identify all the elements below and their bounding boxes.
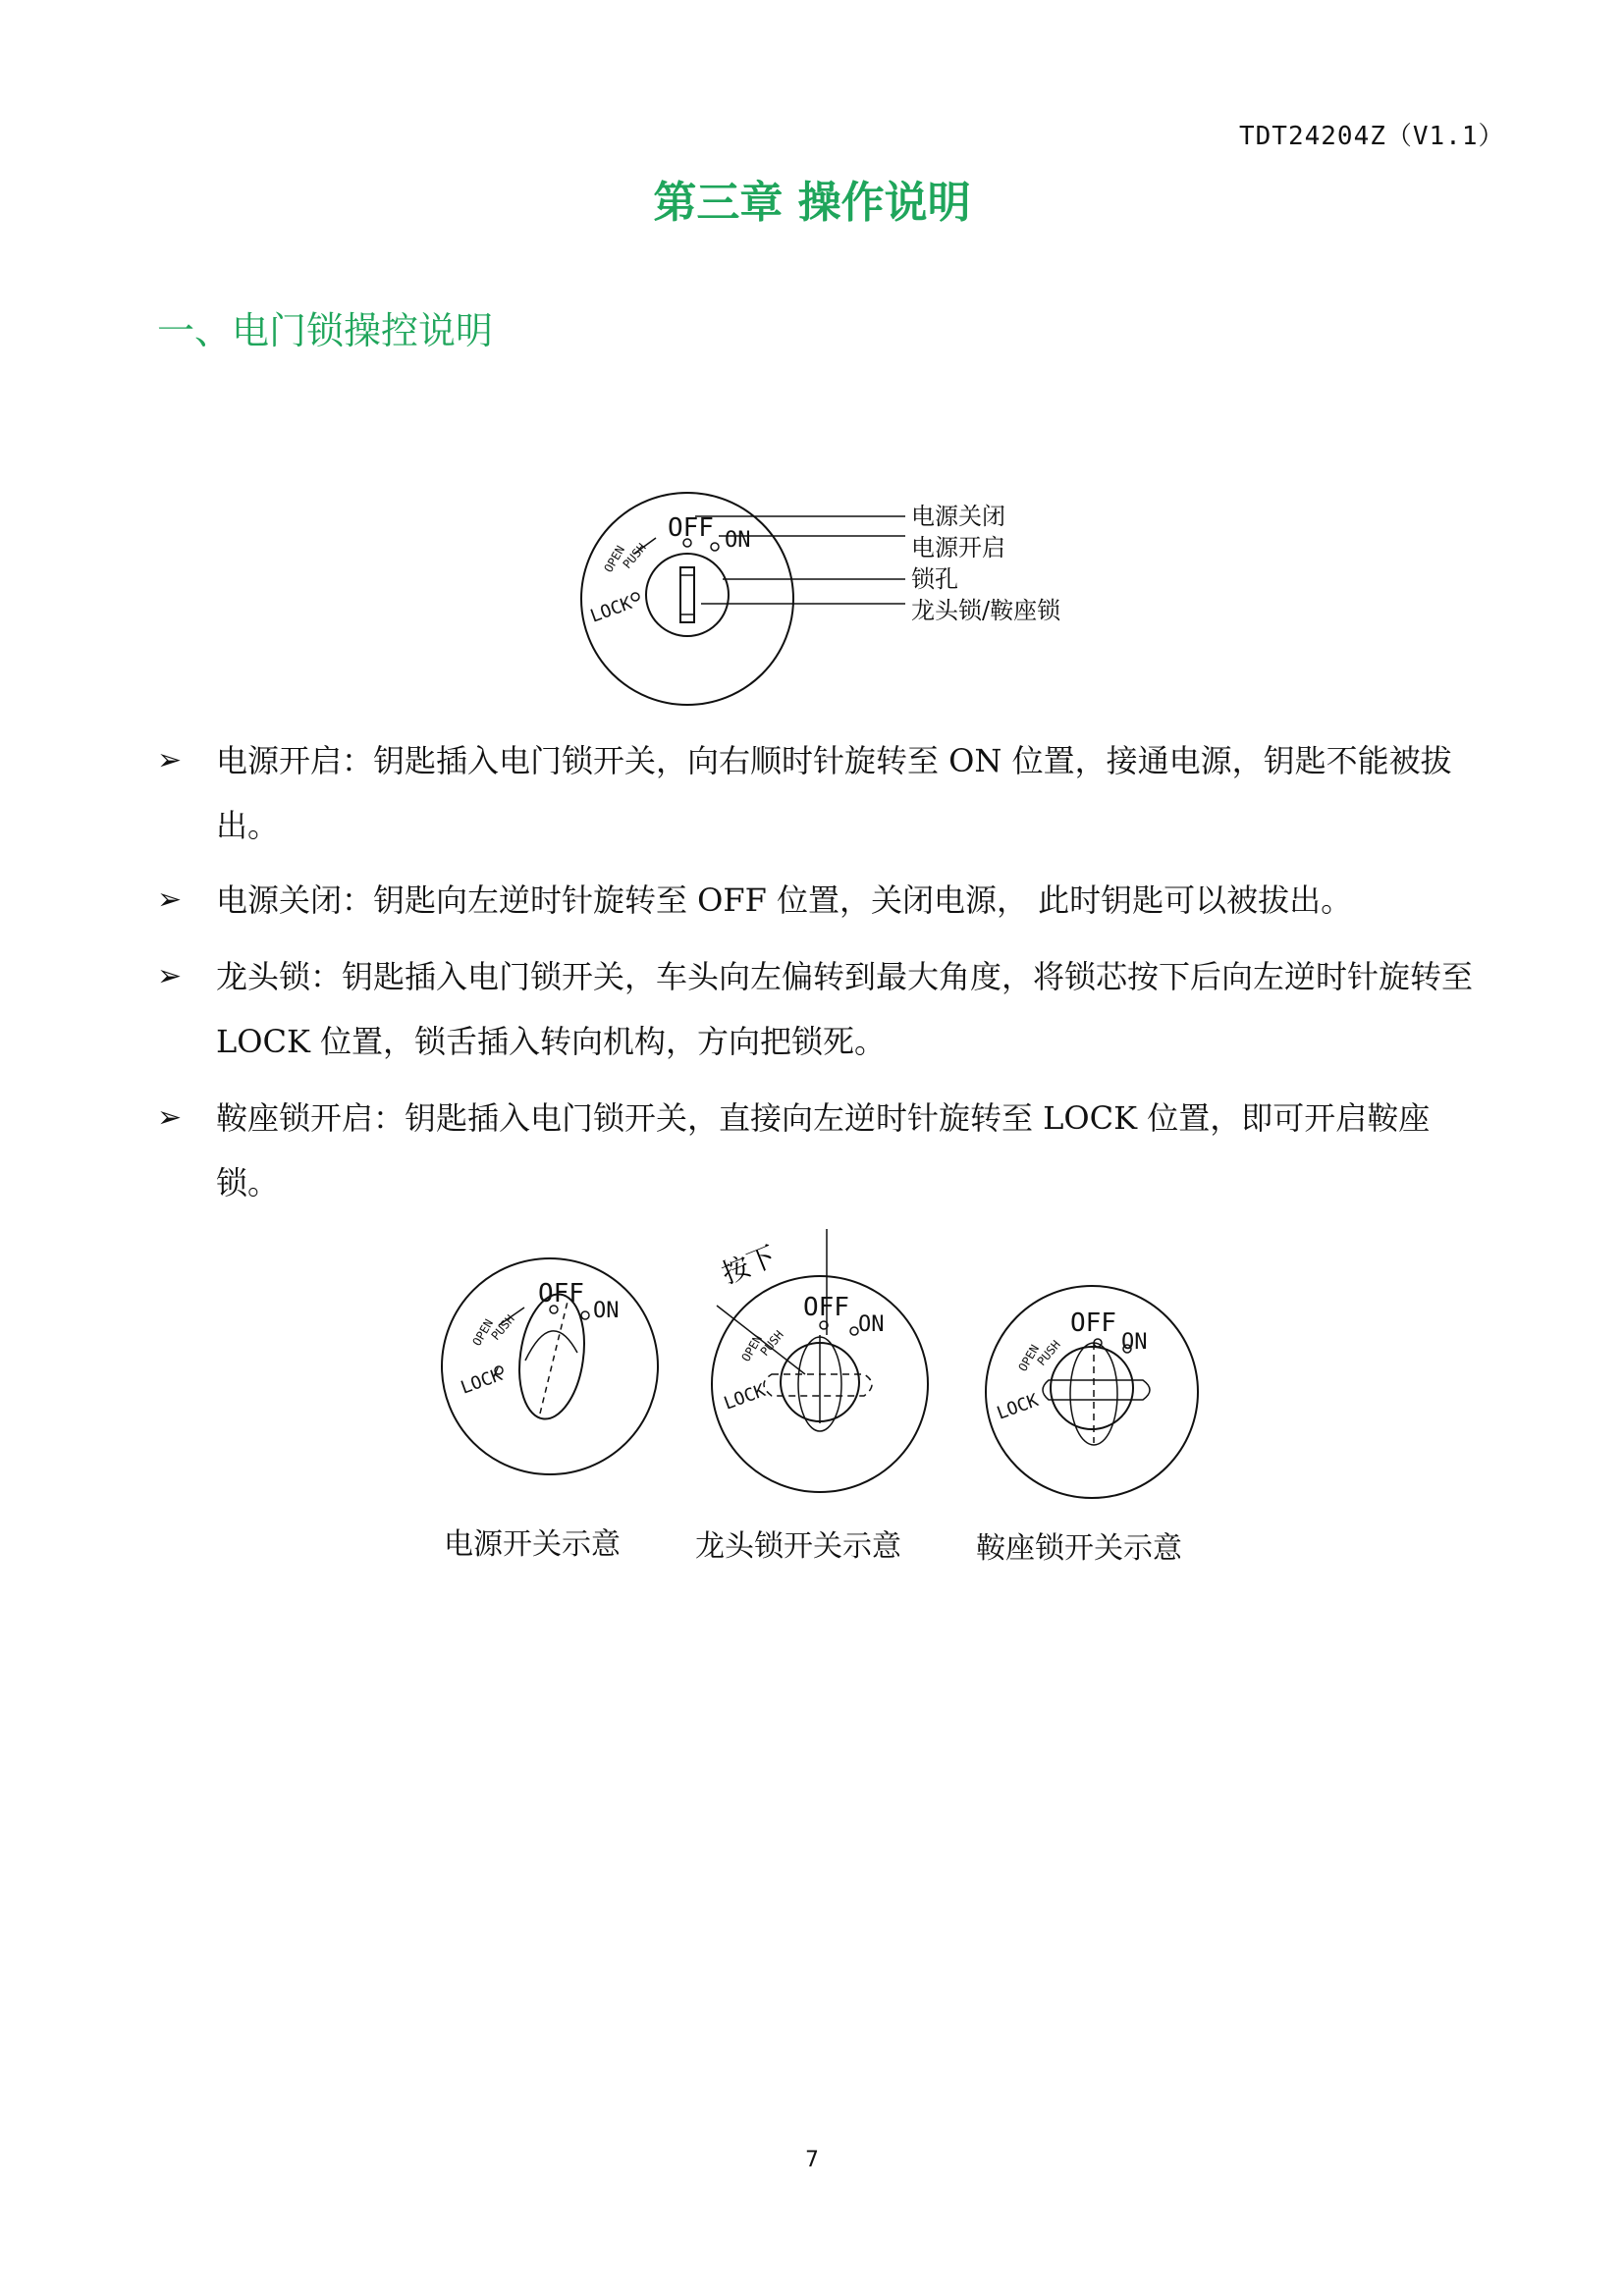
callout-keyhole: 锁孔 [911, 565, 958, 593]
svg-text:LOCK: LOCK [721, 1380, 769, 1415]
instruction-power-on: ➢ 电源开启：钥匙插入电门锁开关，向右顺时针旋转至 ON 位置，接通电源，钥匙不能被拔出。 [157, 728, 1492, 858]
svg-text:LOCK: LOCK [994, 1390, 1042, 1424]
svg-text:LOCK: LOCK [458, 1364, 506, 1399]
instruction-steering-lock: ➢ 龙头锁：钥匙插入电门锁开关，车头向左偏转到最大角度，将锁芯按下后向左逆时针旋转至 LOCK 位置，锁舌插入转向机构，方向把锁死。 [157, 944, 1492, 1074]
power-switch-diagram [442, 1258, 658, 1474]
svg-text:ON: ON [593, 1299, 620, 1323]
svg-text:PUSH: PUSH [1034, 1337, 1063, 1368]
switch-position-diagrams [432, 1227, 1237, 1502]
svg-text:OFF: OFF [803, 1293, 849, 1322]
svg-text:ON: ON [858, 1312, 885, 1337]
steering-lock-diagram [712, 1229, 928, 1492]
caption-power-switch: 电源开关示意 [444, 1527, 621, 1562]
caption-steering-lock: 龙头锁开关示意 [695, 1529, 901, 1564]
page-number: 7 [805, 2148, 819, 2172]
section-title: 一、电门锁操控说明 [157, 309, 494, 352]
seat-lock-diagram [986, 1286, 1198, 1498]
svg-text:OPEN: OPEN [1015, 1342, 1043, 1374]
instruction-power-off: ➢ 电源关闭：钥匙向左逆时针旋转至 OFF 位置，关闭电源， 此时钥匙可以被拔出。 [157, 868, 1492, 933]
chapter-title: 第三章 操作说明 [653, 178, 971, 228]
svg-text:OPEN: OPEN [738, 1332, 766, 1364]
svg-text:ON: ON [1121, 1330, 1148, 1355]
callout-steering-seat-lock: 龙头锁/鞍座锁 [911, 597, 1061, 624]
svg-text:PUSH: PUSH [757, 1327, 786, 1359]
on-label: ON [725, 528, 751, 553]
callout-power-on: 电源开启 [911, 534, 1005, 561]
arrowhead-bullet-icon: ➢ [157, 743, 183, 777]
callout-power-off: 电源关闭 [911, 503, 1005, 530]
lock-label: LOCK [587, 593, 635, 627]
caption-seat-lock: 鞍座锁开关示意 [976, 1531, 1182, 1566]
keyhole-ring [646, 554, 729, 636]
svg-text:PUSH: PUSH [488, 1311, 517, 1343]
ignition-switch-diagram [550, 481, 1100, 717]
svg-text:OFF: OFF [1070, 1308, 1116, 1338]
instruction-seat-lock: ➢ 鞍座锁开启：钥匙插入电门锁开关，直接向左逆时针旋转至 LOCK 位置，即可开启鞍座锁。 [157, 1086, 1492, 1215]
open-label: OPEN [601, 543, 628, 575]
press-label: 按下 [717, 1239, 781, 1291]
off-label: OFF [668, 513, 714, 543]
svg-text:OFF: OFF [538, 1279, 584, 1308]
document-code: TDT24204Z（V1.1） [1239, 122, 1505, 151]
arrowhead-bullet-icon: ➢ [157, 882, 183, 917]
arrowhead-bullet-icon: ➢ [157, 959, 183, 993]
svg-text:OPEN: OPEN [469, 1316, 497, 1349]
push-label: PUSH [620, 540, 649, 571]
arrowhead-bullet-icon: ➢ [157, 1100, 183, 1135]
